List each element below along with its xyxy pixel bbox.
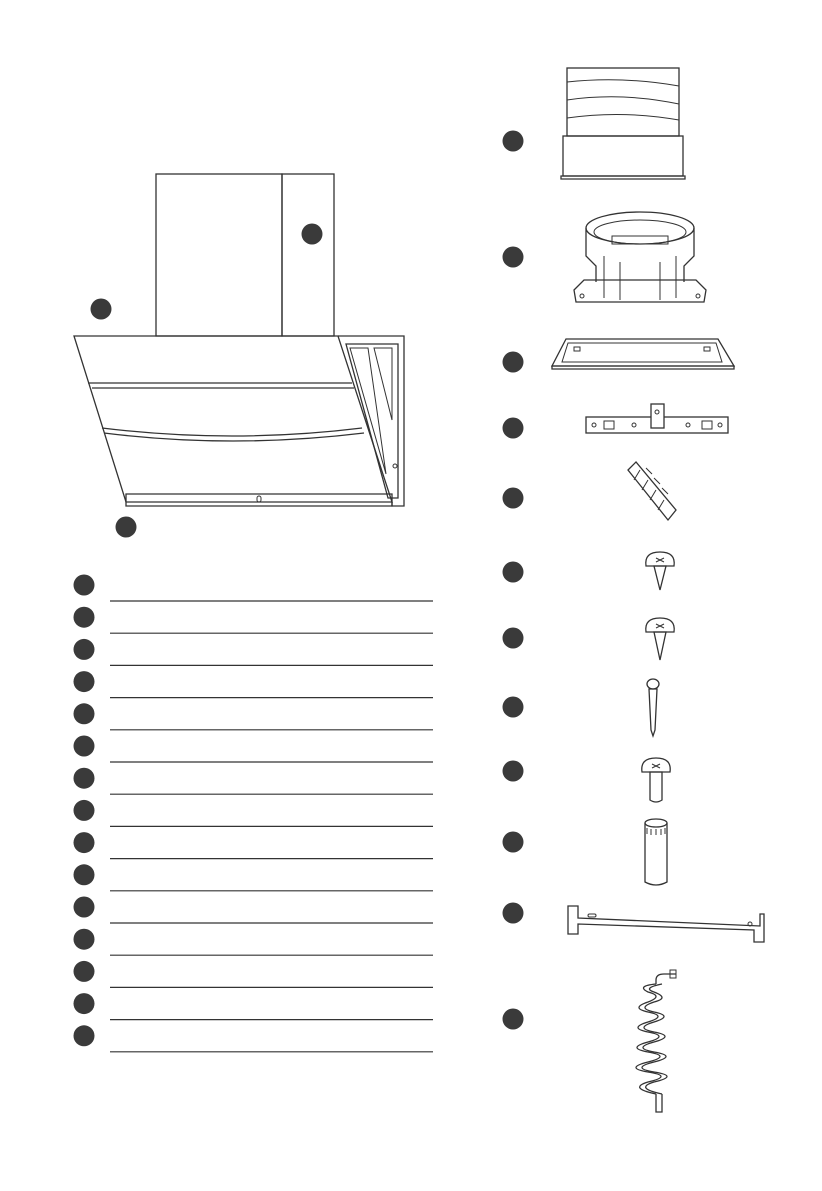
drain-hose-drawing: [636, 970, 676, 1112]
parts-list-marker: [74, 768, 95, 789]
accessory-marker-hanging-bracket: [503, 418, 524, 439]
parts-list-marker: [74, 993, 95, 1014]
accessory-marker-spacer-sleeve: [503, 832, 524, 853]
hood-marker-base: [116, 517, 137, 538]
spacer-sleeve-drawing: [645, 819, 667, 885]
screw-medium-drawing: [646, 618, 674, 660]
parts-list-marker: [74, 832, 95, 853]
parts-list-marker: [74, 897, 95, 918]
parts-list-row: [74, 607, 434, 634]
accessory-marker-screw-long: [503, 697, 524, 718]
parts-list-marker: [74, 800, 95, 821]
accessory-marker-chimney-adapter: [503, 131, 524, 152]
accessory-markers: [503, 131, 524, 1030]
parts-list-marker: [74, 864, 95, 885]
accessory-marker-bolt: [503, 761, 524, 782]
parts-list-row: [74, 897, 434, 924]
air-outlet-flange-drawing: [574, 212, 706, 302]
wall-plug-drawing: [628, 462, 676, 520]
filter-frame-drawing: [552, 339, 734, 369]
parts-list-row: [74, 575, 434, 602]
hood-marker-body: [91, 299, 112, 320]
accessory-marker-screw-medium: [503, 628, 524, 649]
parts-list-marker: [74, 639, 95, 660]
parts-list: [74, 575, 434, 1052]
screw-long-drawing: [647, 679, 659, 736]
accessory-marker-screw-short: [503, 562, 524, 583]
parts-list-marker: [74, 607, 95, 628]
parts-list-row: [74, 768, 434, 795]
hanging-bracket-drawing: [586, 404, 728, 433]
parts-list-row: [74, 832, 434, 859]
parts-list-row: [74, 961, 434, 988]
bolt-drawing: [642, 758, 670, 802]
parts-list-row: [74, 639, 434, 666]
parts-list-row: [74, 864, 434, 891]
accessory-marker-drain-hose: [503, 1009, 524, 1030]
support-bar-drawing: [568, 906, 764, 942]
parts-list-row: [74, 993, 434, 1020]
parts-list-row: [74, 736, 434, 763]
parts-list-marker: [74, 961, 95, 982]
range-hood-drawing: [74, 174, 404, 506]
accessory-marker-wall-plug: [503, 488, 524, 509]
parts-list-marker: [74, 671, 95, 692]
parts-list-marker: [74, 929, 95, 950]
screw-short-drawing: [646, 552, 674, 590]
accessory-marker-support-bar: [503, 903, 524, 924]
accessory-marker-air-outlet-flange: [503, 247, 524, 268]
parts-list-marker: [74, 703, 95, 724]
parts-list-marker: [74, 1025, 95, 1046]
chimney-adapter-drawing: [561, 68, 685, 179]
accessory-marker-filter-frame: [503, 352, 524, 373]
parts-list-row: [74, 671, 434, 698]
parts-list-row: [74, 800, 434, 827]
parts-list-marker: [74, 736, 95, 757]
parts-list-marker: [74, 575, 95, 596]
parts-list-row: [74, 703, 434, 730]
parts-list-row: [74, 929, 434, 956]
hood-marker-chimney: [302, 224, 323, 245]
parts-list-row: [74, 1025, 434, 1052]
